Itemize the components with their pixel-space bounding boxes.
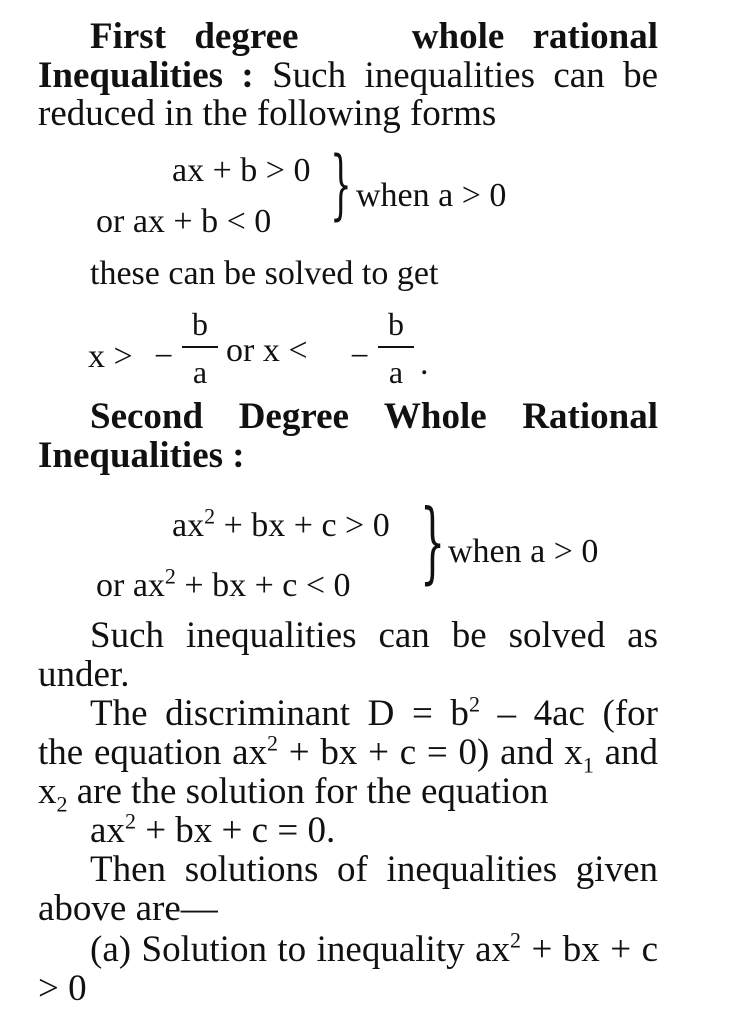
part-a-exponent: 2 [510, 927, 521, 953]
discriminant-line3 [38, 771, 658, 817]
fraction-numerator-2: b [388, 306, 404, 342]
final-equation-exponent: 2 [124, 808, 136, 834]
discriminant-exponent: 2 [468, 691, 480, 717]
right-brace-1: } [330, 139, 352, 228]
condition-first-degree: when a > 0 [356, 177, 507, 214]
fraction-b-over-a-1 [180, 306, 220, 390]
x2-subscript: 2 [56, 791, 68, 817]
discriminant-line1 [90, 691, 659, 734]
x1-subscript: 1 [582, 752, 594, 778]
then-line2: above are— [38, 888, 218, 929]
ineq2-first-degree: or ax + b < 0 [96, 203, 272, 240]
ineq1-first-degree: ax + b > 0 [172, 152, 311, 189]
equation-exponent: 2 [267, 730, 279, 756]
section2-heading-line2: Inequalities : [38, 435, 245, 476]
ineq1-rest: + bx + c > 0 [215, 507, 390, 544]
condition-second-degree: when a > 0 [448, 533, 599, 570]
right-brace-2: } [420, 490, 446, 593]
fraction-bar-2 [378, 346, 414, 348]
part-a-line1 [90, 927, 658, 970]
solution-prefix: x > [88, 338, 133, 375]
discriminant-line4 [90, 808, 658, 851]
discriminant-text-a: The discriminant D = b [90, 693, 469, 734]
equation-text-b: + bx + c = 0) and x [278, 732, 583, 773]
then-line1: Then solutions of inequalities given [90, 849, 658, 890]
solve-line2: under. [38, 654, 130, 695]
solution-middle: or x < [226, 332, 308, 369]
section1-line3: reduced in the following forms [38, 93, 497, 134]
x2-symbol: x [38, 771, 57, 812]
part-a-text-a: (a) Solution to inequality ax [90, 929, 510, 970]
final-equation-a: ax [90, 810, 125, 851]
solution-minus-2: − [350, 338, 370, 375]
solved-intro: these can be solved to get [90, 255, 439, 292]
discriminant-text-b: – 4ac (for [479, 693, 659, 734]
section2-heading-line1: Second Degree Whole Rational [90, 396, 658, 437]
ineq1-ax: ax [172, 507, 205, 544]
equation-text-a: the equation ax [38, 732, 268, 773]
ineq2-second-degree [96, 563, 351, 604]
section1-heading-line2: Inequalities : Such inequalities can be [38, 55, 658, 96]
final-equation-b: + bx + c = 0. [135, 810, 336, 851]
part-a-text-b: + bx + c [521, 929, 658, 970]
fraction-bar-1 [182, 346, 218, 348]
ineq2-ax: or ax [96, 567, 165, 604]
part-a-line2: > 0 [38, 968, 87, 1009]
ineq2-exponent: 2 [164, 563, 176, 589]
fraction-b-over-a-2 [376, 306, 416, 390]
discriminant-line2 [38, 730, 658, 778]
equation-text-c: and [593, 732, 658, 773]
solution-minus-1: − [154, 338, 174, 375]
fraction-denominator-1: a [192, 354, 208, 390]
fraction-denominator-2: a [388, 354, 404, 390]
solve-line1: Such inequalities can be solved as [90, 615, 658, 656]
ineq1-second-degree [172, 503, 390, 544]
ineq1-exponent: 2 [204, 503, 216, 529]
section1-heading-rest: Such inequalities can be [272, 55, 658, 96]
solution-text: are the solution for the equation [67, 771, 549, 812]
ineq2-rest: + bx + c < 0 [175, 567, 351, 604]
fraction-numerator-1: b [192, 306, 208, 342]
solution-end: . [420, 345, 429, 382]
section1-heading-line1: First degree whole rational [90, 16, 658, 57]
